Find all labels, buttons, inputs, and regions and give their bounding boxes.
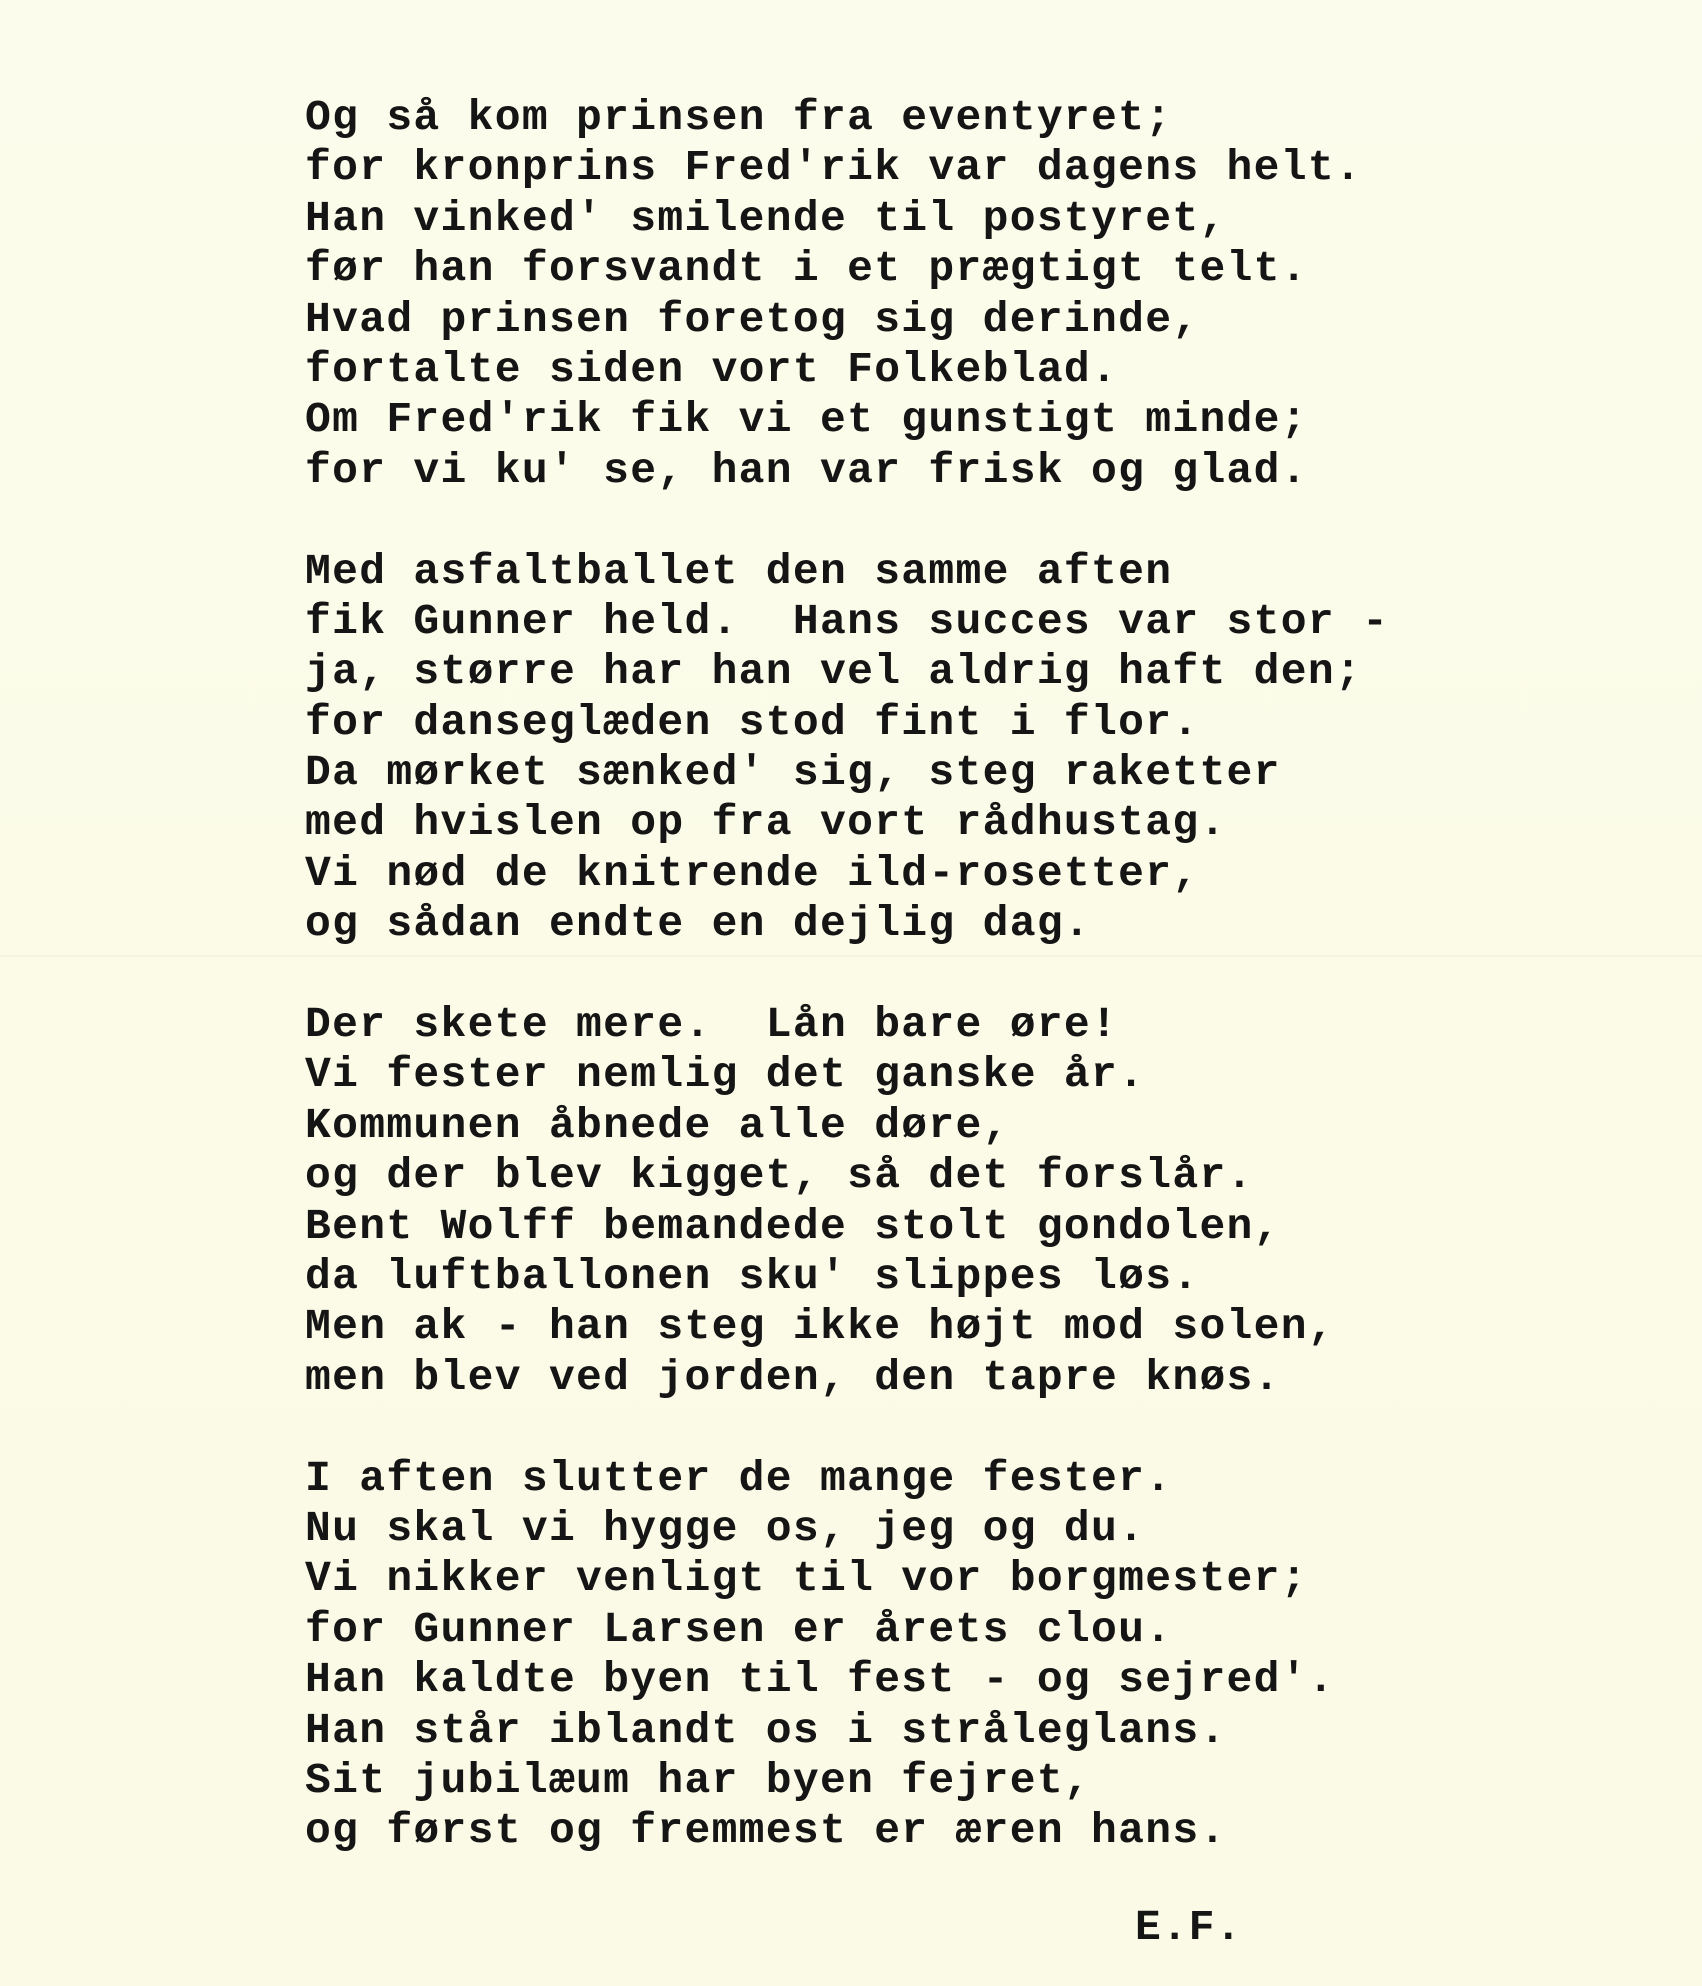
poem-line: fik Gunner held. Hans succes var stor -: [305, 596, 1390, 646]
poem-line: Kommunen åbnede alle døre,: [305, 1100, 1010, 1150]
poem-line: fortalte siden vort Folkeblad.: [305, 344, 1119, 394]
poem-line: Han står iblandt os i stråleglans.: [305, 1705, 1227, 1755]
poem-line: for kronprins Fred'rik var dagens helt.: [305, 143, 1363, 193]
stanza-2: [305, 547, 1685, 950]
poem-line: Han kaldte byen til fest - og sejred'.: [305, 1655, 1335, 1705]
poem-line: men blev ved jorden, den tapre knøs.: [305, 1352, 1281, 1402]
stanza-gap: [305, 496, 1685, 546]
poem-line: da luftballonen sku' slippes løs.: [305, 1251, 1200, 1301]
stanza-1: [305, 93, 1685, 496]
poem-line: Vi nikker venligt til vor borgmester;: [305, 1554, 1308, 1604]
poem-line: Men ak - han steg ikke højt mod solen,: [305, 1302, 1335, 1352]
poem-line: Hvad prinsen foretog sig derinde,: [305, 294, 1200, 344]
poem-line: for vi ku' se, han var frisk og glad.: [305, 445, 1308, 495]
poem-line: Med asfaltballet den samme aften: [305, 546, 1173, 596]
stanza-gap: [305, 950, 1685, 1000]
poem-line: for danseglæden stod fint i flor.: [305, 697, 1200, 747]
poem-line: Og så kom prinsen fra eventyret;: [305, 93, 1173, 142]
poem-line: Om Fred'rik fik vi et gunstigt minde;: [305, 395, 1308, 445]
poem-line: I aften slutter de mange fester.: [305, 1453, 1173, 1503]
poem-line: og først og fremmest er æren hans.: [305, 1806, 1227, 1856]
poem-line: Da mørket sænked' sig, steg raketter: [305, 748, 1281, 798]
poem-line: før han forsvandt i et prægtigt telt.: [305, 244, 1308, 294]
poem-line: og der blev kigget, så det forslår.: [305, 1151, 1254, 1201]
poem-line: Der skete mere. Lån bare øre!: [305, 1000, 1119, 1050]
stanza-3: [305, 1000, 1685, 1403]
poem-line: Bent Wolff bemandede stolt gondolen,: [305, 1201, 1281, 1251]
poem: [305, 93, 1685, 1857]
poem-line: Nu skal vi hygge os, jeg og du.: [305, 1503, 1146, 1553]
poem-line: Vi nød de knitrende ild-rosetter,: [305, 848, 1200, 898]
poem-line: ja, større har han vel aldrig haft den;: [305, 647, 1363, 697]
poem-line: og sådan endte en dejlig dag.: [305, 899, 1092, 949]
poem-line: med hvislen op fra vort rådhustag.: [305, 798, 1227, 848]
poem-line: Han vinked' smilende til postyret,: [305, 193, 1227, 243]
poem-line: Vi fester nemlig det ganske år.: [305, 1050, 1146, 1100]
stanza-gap: [305, 1403, 1685, 1453]
signature-initials: E.F.: [1135, 1903, 1243, 1952]
stanza-4: [305, 1454, 1685, 1857]
poem-line: Sit jubilæum har byen fejret,: [305, 1755, 1092, 1805]
poem-line: for Gunner Larsen er årets clou.: [305, 1604, 1173, 1654]
